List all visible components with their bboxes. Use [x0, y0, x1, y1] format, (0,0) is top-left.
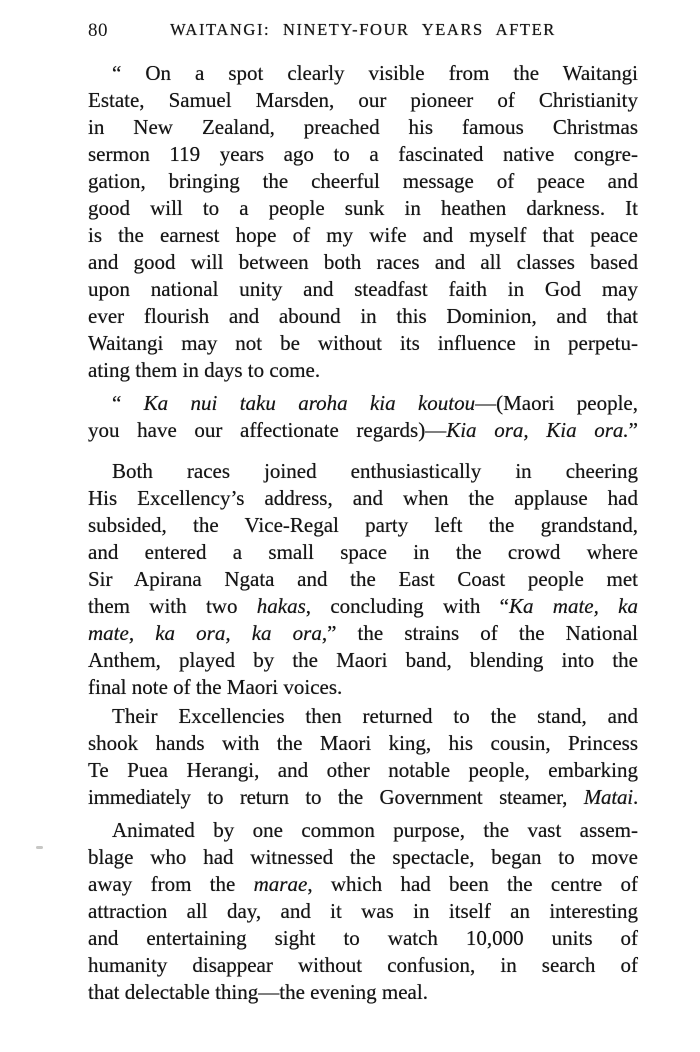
text-segment: upon national unity and steadfast faith in God may — [88, 277, 638, 301]
paragraph — [88, 390, 638, 444]
paragraph — [88, 60, 638, 384]
text-segment: Their Excellencies then returned to the stand, and — [112, 704, 638, 728]
text-segment: gation, bringing the cheerful message of peace and — [88, 169, 638, 193]
text-segment: ever flourish and abound in this Dominion, and that — [88, 304, 638, 328]
text-line — [88, 647, 638, 674]
italic-text-segment: marae — [253, 872, 308, 896]
text-line — [88, 276, 638, 303]
text-line — [88, 539, 638, 566]
text-segment: Estate, Samuel Marsden, our pioneer of Christianity — [88, 88, 638, 112]
text-line — [88, 674, 638, 701]
text-segment: final note of the Maori voices. — [88, 675, 343, 699]
text-line — [88, 114, 638, 141]
text-block — [88, 60, 638, 1006]
text-line — [88, 512, 638, 539]
italic-text-segment: Ka mate, ka — [508, 594, 638, 618]
text-segment: “ On a spot clearly visible from the Waitangi — [112, 61, 638, 85]
text-segment: . — [632, 785, 638, 809]
text-segment: and entered a small space in the crowd where — [88, 540, 638, 564]
text-segment: subsided, the Vice-Regal party left the grandstand, — [88, 513, 638, 537]
text-line — [88, 60, 638, 87]
page-number: 80 — [88, 20, 108, 41]
text-line — [88, 390, 638, 417]
text-line — [88, 168, 638, 195]
text-segment: you have our affectionate regards)— — [88, 418, 447, 442]
text-line — [88, 844, 638, 871]
text-segment: attraction all day, and it was in itself an interesting — [88, 899, 638, 923]
scan-artifact — [36, 846, 43, 849]
text-segment: in New Zealand, preached his famous Christmas — [88, 115, 638, 139]
text-line — [88, 952, 638, 979]
text-line — [88, 898, 638, 925]
text-segment: —(Maori people, — [475, 391, 638, 415]
text-line — [88, 979, 638, 1006]
text-line — [88, 925, 638, 952]
text-segment: away from the — [88, 872, 254, 896]
paragraph — [88, 703, 638, 811]
text-segment: good will to a people sunk in heathen darkness. It — [88, 196, 638, 220]
text-line — [88, 784, 638, 811]
text-segment: is the earnest hope of my wife and myself that peace — [88, 223, 638, 247]
text-line — [88, 330, 638, 357]
text-line — [88, 141, 638, 168]
text-segment: Both races joined enthusiastically in cheering — [112, 459, 638, 483]
text-segment: , which had been the centre of — [307, 872, 638, 896]
text-segment: ” the strains of the National — [327, 621, 638, 645]
italic-text-segment: hakas — [256, 594, 306, 618]
text-segment: ” — [628, 418, 638, 442]
text-line — [88, 249, 638, 276]
text-segment: sermon 119 years ago to a fascinated native congre- — [88, 142, 638, 166]
text-segment: Waitangi may not be without its influence in perpetu- — [88, 331, 638, 355]
text-segment: “ — [112, 391, 144, 415]
text-line — [88, 417, 638, 444]
paragraph — [88, 458, 638, 701]
text-line — [88, 195, 638, 222]
text-line — [88, 817, 638, 844]
text-line — [88, 620, 638, 647]
text-segment: Anthem, played by the Maori band, blending into the — [88, 648, 638, 672]
text-line — [88, 593, 638, 620]
text-segment: blage who had witnessed the spectacle, began to move — [88, 845, 638, 869]
italic-text-segment: Matai — [583, 785, 633, 809]
paragraph — [88, 817, 638, 1006]
text-line — [88, 871, 638, 898]
text-line — [88, 87, 638, 114]
text-segment: that delectable thing—the evening meal. — [88, 980, 428, 1004]
text-segment: and good will between both races and all classes based — [88, 250, 638, 274]
text-segment: and entertaining sight to watch 10,000 units of — [88, 926, 638, 950]
text-line — [88, 222, 638, 249]
page-header — [88, 20, 638, 42]
text-segment: immediately to return to the Government steamer, — [88, 785, 584, 809]
text-line — [88, 303, 638, 330]
running-title: WAITANGI: NINETY-FOUR YEARS AFTER — [170, 20, 556, 39]
text-line — [88, 485, 638, 512]
italic-text-segment: Kia ora, Kia ora. — [446, 418, 629, 442]
text-line — [88, 566, 638, 593]
text-segment: Sir Apirana Ngata and the East Coast people met — [88, 567, 638, 591]
text-line — [88, 458, 638, 485]
italic-text-segment: mate, ka ora, ka ora, — [88, 621, 328, 645]
text-line — [88, 757, 638, 784]
text-segment: , concluding with “ — [305, 594, 509, 618]
text-line — [88, 730, 638, 757]
text-segment: shook hands with the Maori king, his cousin, Princess — [88, 731, 638, 755]
text-segment: them with two — [88, 594, 257, 618]
text-segment: ating them in days to come. — [88, 358, 321, 382]
text-segment: His Excellency’s address, and when the applause had — [88, 486, 638, 510]
text-line — [88, 357, 638, 384]
italic-text-segment: Ka nui taku aroha kia koutou — [143, 391, 476, 415]
text-line — [88, 703, 638, 730]
text-segment: humanity disappear without confusion, in search of — [88, 953, 638, 977]
text-segment: Te Puea Herangi, and other notable people, embarking — [88, 758, 638, 782]
text-segment: Animated by one common purpose, the vast assem- — [112, 818, 638, 842]
